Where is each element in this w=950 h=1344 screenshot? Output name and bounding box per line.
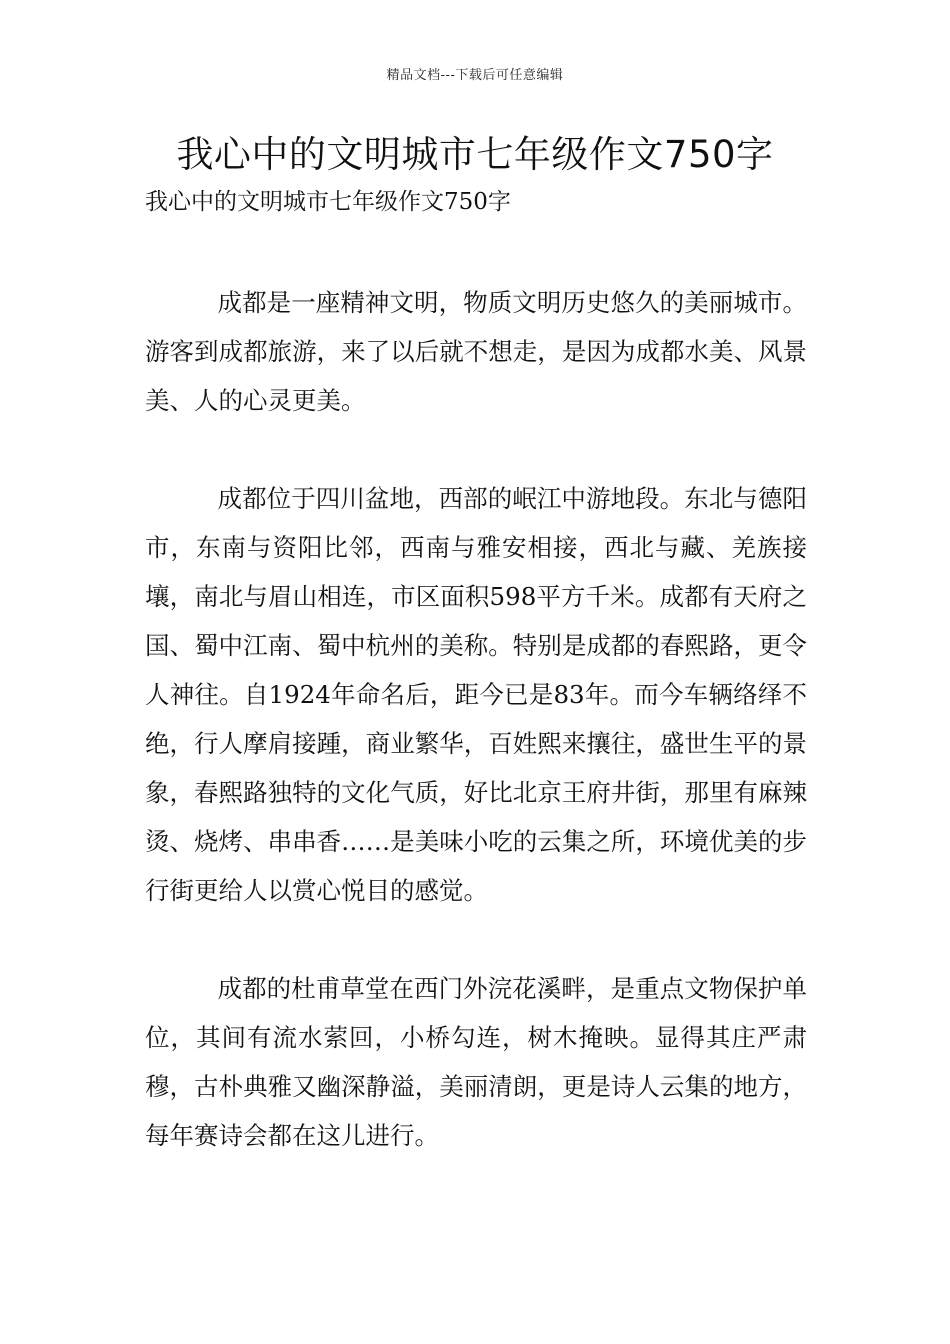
- document-title: 我心中的文明城市七年级作文750字: [176, 133, 774, 176]
- paragraph: 成都位于四川盆地，西部的岷江中游地段。东北与德阳市，东南与资阳比邻，西南与雅安相接，西北与藏、羌族接壤，南北与眉山相连，市区面积598平方千米。成都有天府之国、蜀中江南、蜀中杭州的美称。特别是成都的春熙路，更令人神往。自1924年命名后，距今已是83年。而今车辆络绎不绝，行人摩肩接踵，商业繁华，百姓熙来攘往，盛世生平的景象，春熙路独特的文化气质，好比北京王府井街，那里有麻辣烫、烧烤、串串香……是美味小吃的云集之所，环境优美的步行街更给人以赏心悦目的感觉。: [145, 484, 807, 905]
- paragraph: 成都是一座精神文明，物质文明历史悠久的美丽城市。游客到成都旅游，来了以后就不想走，是因为成都水美、风景美、人的心灵更美。: [145, 288, 807, 415]
- document-body: [145, 278, 807, 1209]
- header-note: 精品文档---下载后可任意编辑: [386, 68, 564, 83]
- paragraph: 成都的杜甫草堂在西门外浣花溪畔，是重点文物保护单位，其间有流水萦回，小桥勾连，树木掩映。显得其庄严肃穆，古朴典雅又幽深静溢，美丽清朗，更是诗人云集的地方，每年赛诗会都在这儿进行。: [145, 974, 807, 1150]
- document-subtitle: 我心中的文明城市七年级作文750字: [145, 189, 511, 215]
